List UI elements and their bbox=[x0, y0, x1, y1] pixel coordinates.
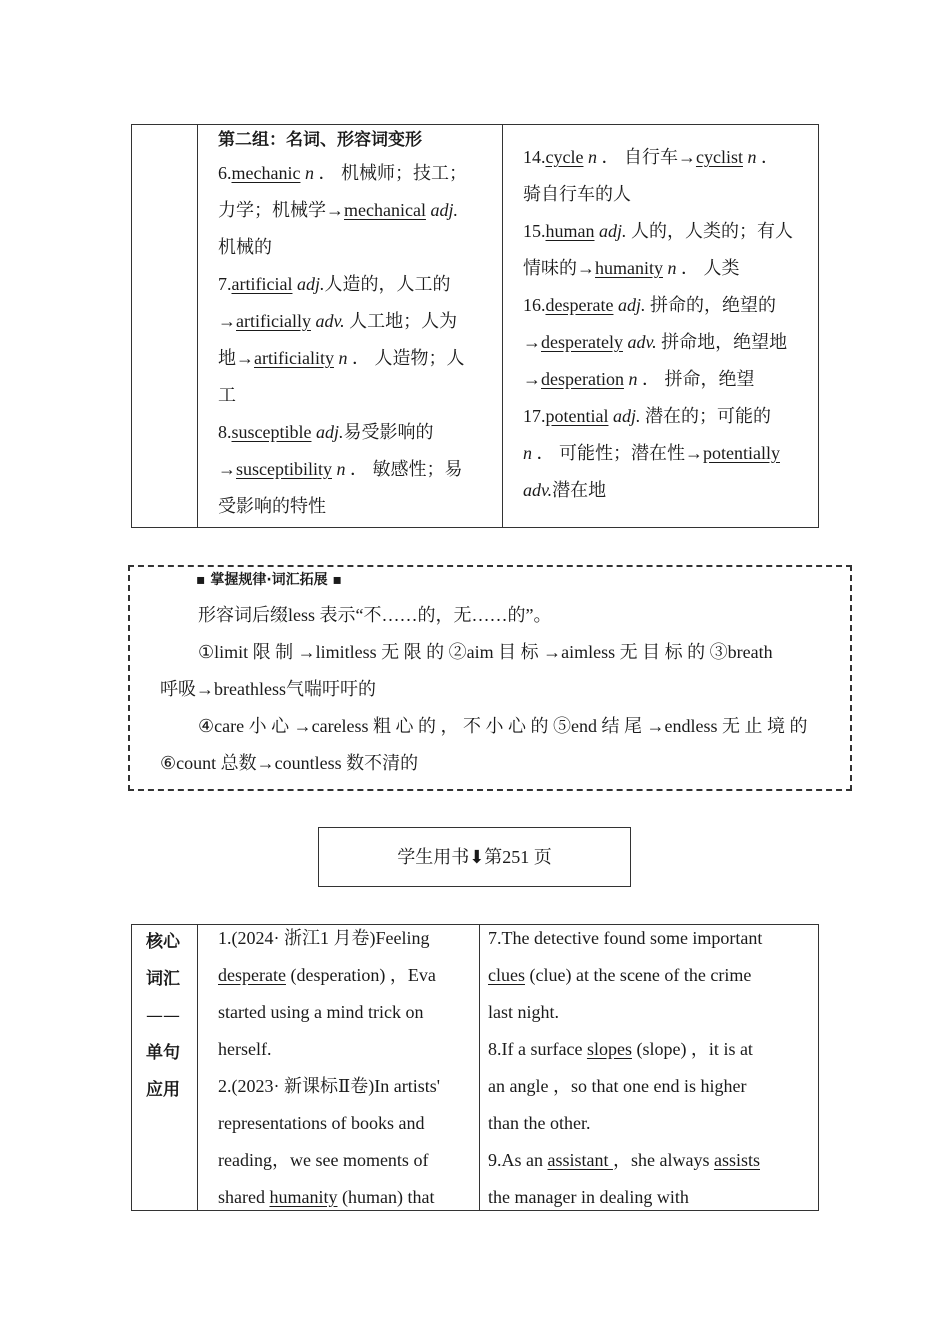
rule-line: ①limit 限 制 →limitless 无 限 的 ②aim 目 标 →aimless 无 目 标 的 ③breath bbox=[198, 642, 773, 662]
sentence-line: herself. bbox=[218, 1039, 272, 1059]
entry-line: →susceptibility n ． 敏感性；易 bbox=[218, 459, 463, 479]
entry-line: 受影响的特性 bbox=[218, 496, 326, 516]
table-cell-sentences-right bbox=[480, 925, 818, 1210]
entry-line: 机械的 bbox=[218, 237, 272, 257]
table-cell-group2-left bbox=[198, 125, 503, 527]
rule-line: 形容词后缀less 表示“不……的，无……的”。 bbox=[198, 605, 552, 625]
entry-line: 情味的→humanity n ． 人类 bbox=[523, 258, 740, 278]
sentence-line: last night. bbox=[488, 1002, 559, 1022]
sentence-line: started using a mind trick on bbox=[218, 1002, 424, 1022]
group-heading: 第二组：名词、形容词变形 bbox=[218, 130, 422, 150]
sentence-line: 2.(2023· 新课标Ⅱ卷)In artists' bbox=[218, 1076, 440, 1096]
entry-line: 15.human adj. 人的，人类的；有人 bbox=[523, 221, 794, 241]
sentence-line: desperate (desperation) ，Eva bbox=[218, 965, 436, 985]
side-label: 应用 bbox=[146, 1080, 180, 1100]
sentence-line: shared humanity (human) that bbox=[218, 1187, 435, 1207]
entry-line: 16.desperate adj. 拼命的，绝望的 bbox=[523, 295, 776, 315]
entry-line: 14.cycle n ． 自行车→cyclist n ． bbox=[523, 147, 779, 167]
sentence-line: 7.The detective found some important bbox=[488, 928, 763, 948]
entry-line: 6.mechanic n ． 机械师；技工； bbox=[218, 163, 467, 183]
page-number: 第251 页 bbox=[484, 847, 552, 867]
sentence-line: reading，we see moments of bbox=[218, 1150, 429, 1170]
entry-line: 力学；机械学→mechanical adj. bbox=[218, 200, 458, 220]
vocabulary-table-bottom bbox=[131, 924, 819, 1211]
sentence-line: clues (clue) at the scene of the crime bbox=[488, 965, 752, 985]
sentence-line: representations of books and bbox=[218, 1113, 425, 1133]
vocabulary-table-top bbox=[131, 124, 819, 528]
entry-line: 8.susceptible adj.易受影响的 bbox=[218, 422, 434, 442]
entry-line: 17.potential adj. 潜在的；可能的 bbox=[523, 406, 771, 426]
sentence-line: 9.As an assistant ，she always assists bbox=[488, 1150, 760, 1170]
side-label: 词汇 bbox=[146, 969, 180, 989]
entry-line: →desperation n ． 拼命，绝望 bbox=[523, 369, 755, 389]
page-marker-label: 学生用书 bbox=[397, 847, 470, 867]
entry-line: →artificially adv. 人工地；人为 bbox=[218, 311, 458, 331]
rule-line: ⑥count 总数→countless 数不清的 bbox=[160, 753, 419, 773]
table-side-cell bbox=[132, 925, 198, 1210]
sentence-line: 8.If a surface slopes (slope) ，it is at bbox=[488, 1039, 753, 1059]
side-label: 单句 bbox=[146, 1043, 180, 1063]
entry-line: →desperately adv. 拼命地，绝望地 bbox=[523, 332, 788, 352]
entry-line: 地→artificiality n ． 人造物；人 bbox=[218, 348, 465, 368]
word-formation-rule-box bbox=[128, 565, 852, 791]
entry-line: 工 bbox=[218, 385, 236, 405]
student-book-page-marker bbox=[318, 827, 631, 887]
rule-box-header: ▪ 掌握规律·词汇拓展 ▪ bbox=[196, 572, 343, 588]
entry-line: 7.artificial adj.人造的，人工的 bbox=[218, 274, 451, 294]
side-label: 核心 bbox=[146, 932, 180, 952]
entry-line: 骑自行车的人 bbox=[523, 184, 631, 204]
sentence-line: the manager in dealing with bbox=[488, 1187, 689, 1207]
side-label: —— bbox=[146, 1006, 180, 1026]
rule-line: ④care 小 心 →careless 粗 心 的 ， 不 小 心 的 ⑤end 结 尾 →endless 无 止 境 的 bbox=[198, 716, 808, 736]
table-cell-sentences-left bbox=[198, 925, 480, 1210]
sentence-line: than the other. bbox=[488, 1113, 591, 1133]
down-arrow-icon: ⬇ bbox=[469, 847, 485, 868]
table-cell-group2-right bbox=[503, 125, 818, 527]
entry-line: n ． 可能性；潜在性→potentially bbox=[523, 443, 780, 463]
table-side-cell bbox=[132, 125, 198, 527]
entry-line: adv.潜在地 bbox=[523, 480, 607, 500]
rule-line: 呼吸→breathless气喘吁吁的 bbox=[160, 679, 376, 699]
sentence-line: 1.(2024· 浙江1 月卷)Feeling bbox=[218, 928, 430, 948]
sentence-line: an angle ，so that one end is higher bbox=[488, 1076, 747, 1096]
